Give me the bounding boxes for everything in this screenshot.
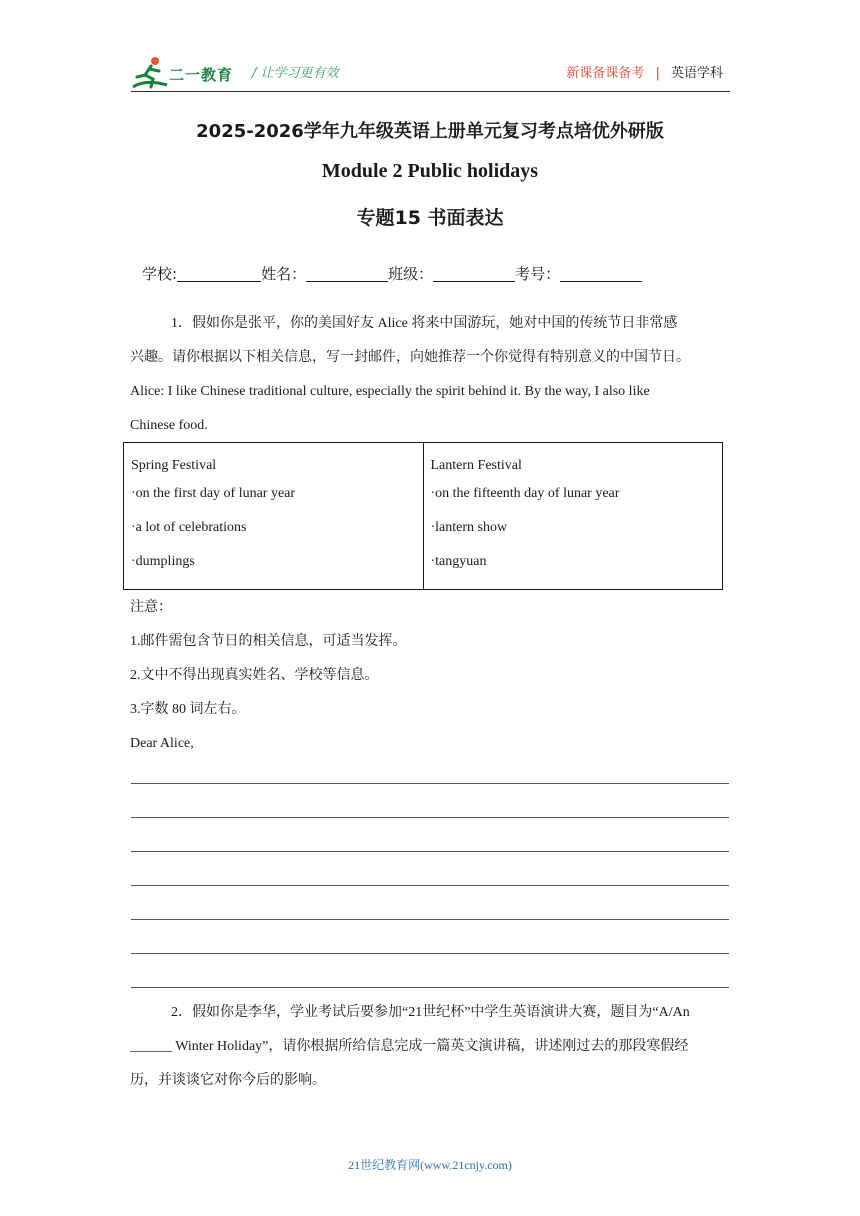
note-3: 3.字数 80 词左右。 <box>130 702 246 717</box>
document-title: 2025-2026学年九年级英语上册单元复习考点培优外研版 <box>196 121 664 142</box>
name-label: 姓名： <box>261 265 307 283</box>
subject-label: 英语学科 <box>670 66 723 81</box>
writing-line[interactable] <box>131 783 729 784</box>
q1-line-2: 兴趣。请你根据以下相关信息，写一封邮件，向她推荐一个你觉得有特别意义的中国节日。 <box>130 350 690 365</box>
class-label: 班级： <box>388 265 434 283</box>
number-label: 考号： <box>515 265 561 283</box>
table-cell-line: ·dumplings <box>131 554 195 569</box>
note-2: 2.文中不得出现真实姓名、学校等信息。 <box>130 668 379 683</box>
spring-festival-cell <box>124 443 424 590</box>
notes-title: 注意： <box>130 600 172 615</box>
slogan: / 让学习更有效 <box>252 66 339 81</box>
name-blank[interactable] <box>306 265 388 282</box>
writing-line[interactable] <box>131 953 729 954</box>
festival-table <box>123 442 723 590</box>
student-info-row <box>142 263 642 284</box>
page-header <box>0 0 860 96</box>
class-blank[interactable] <box>433 265 515 282</box>
module-title: Module 2 Public holidays <box>321 160 539 182</box>
topic-title: 专题15 书面表达 <box>356 207 504 229</box>
table-cell-line: Lantern Festival <box>430 458 522 473</box>
logo <box>131 55 253 91</box>
writing-line[interactable] <box>131 885 729 886</box>
header-divider <box>131 91 730 92</box>
runner-logo-icon <box>131 55 171 91</box>
table-cell-line: ·on the first day of lunar year <box>131 486 296 501</box>
q1-line-1: 1．假如你是张平，你的美国好友 Alice 将来中国游玩，她对中国的传统节日非常感 <box>171 316 678 331</box>
q2-line-3: 历，并谈谈它对你今后的影响。 <box>130 1073 326 1088</box>
letter-greeting: Dear Alice, <box>130 736 194 751</box>
logo-text: 二一教育 <box>169 66 234 84</box>
q1-line-4: Chinese food. <box>130 418 208 433</box>
lantern-festival-cell <box>423 443 723 590</box>
table-cell-line: ·on the fifteenth day of lunar year <box>430 486 620 501</box>
table-cell-line: ·lantern show <box>430 520 508 535</box>
header-tagline: 新课备课备考 <box>566 66 645 81</box>
q2-line-1: 2．假如你是李华，学业考试后要参加“21世纪杯”中学生英语演讲大赛，题目为“A/An <box>171 1005 690 1020</box>
header-separator: | <box>655 66 660 81</box>
school-blank[interactable] <box>177 265 261 282</box>
q1-line-3: Alice: I like Chinese traditional culture, especially the spirit behind it. By the way, I also like <box>130 384 650 399</box>
table-cell-line: ·a lot of celebrations <box>131 520 247 535</box>
table-cell-line: ·tangyuan <box>430 554 487 569</box>
number-blank[interactable] <box>560 265 642 282</box>
q2-line-2: ______ Winter Holiday”，请你根据所给信息完成一篇英文演讲稿，讲述刚过去的那段寒假经 <box>130 1039 689 1054</box>
header-right <box>566 62 723 81</box>
writing-line[interactable] <box>131 851 729 852</box>
school-label: 学校: <box>142 265 178 283</box>
table-cell-line: Spring Festival <box>131 458 217 473</box>
writing-line[interactable] <box>131 987 729 988</box>
writing-line[interactable] <box>131 817 729 818</box>
note-1: 1.邮件需包含节日的相关信息，可适当发挥。 <box>130 634 407 649</box>
page-footer: 21世纪教育网(www.21cnjy.com) <box>348 1158 512 1172</box>
writing-line[interactable] <box>131 919 729 920</box>
